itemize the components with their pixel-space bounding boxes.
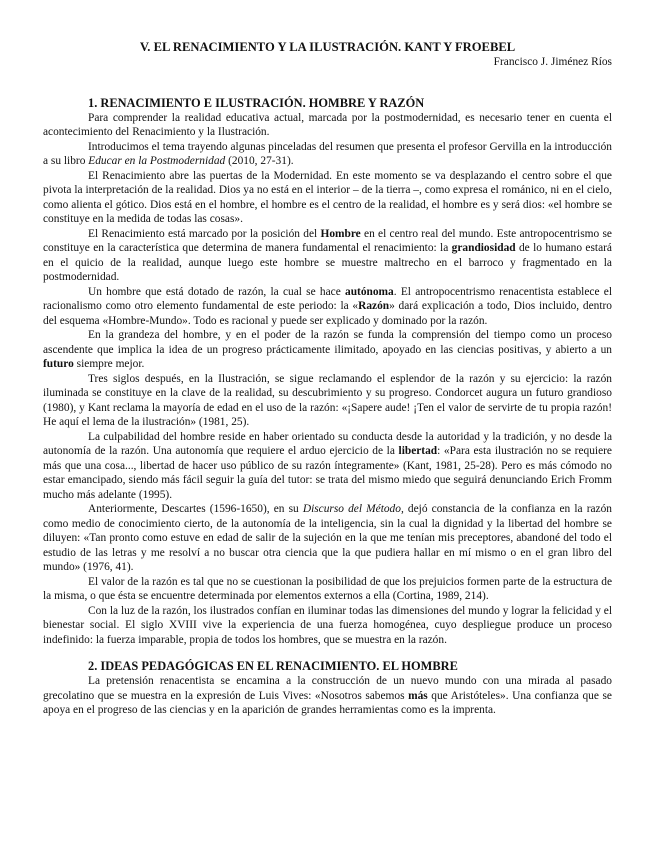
s1-p5-bold-autonoma: autónoma [345, 285, 394, 298]
s1-p5-text-b: . El antropocentrismo renacentista establece el racionalismo como otro elemento fundamental de este periodo: la « [43, 285, 612, 312]
s1-p6-text-b: siempre mejor. [73, 358, 145, 370]
s1-p1-text: Para comprender la realidad educativa actual, marcada por la postmodernidad, es necesario tener en cuenta el acontecimiento del Renacimiento y la Ilustración. [43, 111, 612, 138]
s1-p4-bold-hombre: Hombre [320, 227, 361, 240]
section-2-heading: 2. IDEAS PEDAGÓGICAS EN EL RENACIMIENTO. EL HOMBRE [88, 659, 458, 673]
s1-p8-text-b: : «Para esta ilustración no se requiere más que una cosa..., libertad de hacer uso público de su razón íntegramente» (Kant, 1981, 25-28). Pero es más cómodo no estar emancipado, siendo más fácil seguir la guía del tutor: se trata del mismo miedo que seguirá denunciando Erich Fromm mucho más adelante (1995). [43, 445, 612, 501]
s1-p8-text-a: La culpabilidad del hombre reside en haber orientado su conducta desde la autoridad y la tradición, y no desde la autonomía de la razón. Una autonomía que requiere el arduo ejercicio de la [43, 430, 612, 457]
s1-p4-text-c: de lo humano estará en el quicio de la realidad, aunque luego este hombre se muestre maltrecho en el barroco y fragmentado en la postmodernidad. [43, 242, 612, 283]
s1-p11-text: Con la luz de la razón, los ilustrados confían en iluminar todas las dimensiones del mundo y lograr la felicidad y el bienestar social. El siglo XVIII vive la experiencia de una fuerza homogénea, cuyo despliegue produce un proceso indefinido: la fuerza imparable, propia de todos los hombres, que se muestra en la razón. [43, 604, 612, 646]
s1-p2-book-title: Educar en la Postmodernidad [88, 155, 226, 167]
s1-p4-text-a: El Renacimiento está marcado por la posición del [88, 227, 321, 240]
s1-p9-book-title: Discurso del Método, [302, 503, 404, 515]
s1-p7-text: Tres siglos después, en la Ilustración, se sigue reclamando el esplendor de la razón y su ejercicio: la razón iluminada se constituye en la clave de la realidad, su descubrimiento y su progreso. Condorcet augura un futuro grandioso (1980), y Kant reclama la mayoría de edad en el uso de la razón: «¡Sapere aude! ¡Ten el valor de servirte de tu propia razón! He aquí el lema de la ilustración» (1981, 25). [43, 372, 612, 428]
s2-p1-text-b: que Aristóteles». Una confianza que se apoya en el progreso de las ciencias y en la aparición de grandes herramientas como es la imprenta. [43, 689, 612, 716]
s1-paragraph-7 [43, 372, 612, 430]
s1-p6-text-a: En la grandeza del hombre, y en el poder de la razón se funda la comprensión del tiempo como un proceso ascendente que implica la idea de un progreso prácticamente ilimitado, apoyado en las ciencias positivas, y abierto a un [43, 329, 612, 356]
s1-paragraph-2 [43, 140, 612, 169]
s1-p9-text-a: Anteriormente, Descartes (1596-1650), en su [88, 503, 303, 515]
s2-paragraph-1 [43, 674, 612, 718]
s1-paragraph-8 [43, 430, 612, 503]
s1-p5-text-a: Un hombre que está dotado de razón, la cual se hace [88, 285, 345, 298]
document-author: Francisco J. Jiménez Ríos [493, 56, 612, 68]
s1-p2-text-b: (2010, 27-31). [225, 155, 294, 167]
s1-paragraph-10 [43, 575, 612, 604]
s2-p1-text-a: La pretensión renacentista se encamina a la construcción de un nuevo mundo con una mirada al pasado grecolatino que se muestra en la expresión de Luis Vives: «Nosotros sabemos [43, 675, 612, 702]
s1-p4-bold-grandiosidad: grandiosidad [451, 242, 516, 254]
s1-p2-text-a: Introducimos el tema trayendo algunas pinceladas del resumen que presenta el profesor Gervilla en la introducción a su libro [43, 140, 612, 167]
s1-paragraph-1 [43, 111, 612, 140]
document-title: V. EL RENACIMIENTO Y LA ILUSTRACIÓN. KANT Y FROEBEL [139, 40, 516, 54]
s1-p5-text-c: » dará explicación a todo, Dios incluido, dentro del esquema «Hombre-Mundo». Todo es racional y puede ser explicado y dominado por la razón. [43, 300, 612, 327]
s2-p1-bold-mas: más [408, 689, 428, 702]
s1-p6-bold-futuro: futuro [43, 358, 74, 370]
s1-paragraph-3 [43, 169, 612, 227]
s1-p3-text: El Renacimiento abre las puertas de la Modernidad. En este momento se va desplazando el centro sobre el que pivota la interpretación de la realidad. Dios ya no está en el interior – de la tierra –, como expresa el románico, ni en el cielo, como alienta el gótico. Dios está en el hombre, el hombre es el centro de la realidad, el hombre es y será dios: «el hombre se constituye en la medida de todas las cosas». [43, 169, 612, 225]
section-1-heading: 1. RENACIMIENTO E ILUSTRACIÓN. HOMBRE Y RAZÓN [88, 95, 425, 110]
s1-p9-text-b: dejó constancia de la confianza en la razón como medio de conocimiento cierto, de la autonomía de la inteligencia, sin la cual la dignidad y la libertad del hombre se diluyen: «Tan pronto como estuve en edad de salir de la sujeción en la que me tenían mis preceptores, abandoné del todo el estudio de las letras y me resolví a no buscar otra ciencia que la que pudiera hallar en mí mismo o en el gran libro del mundo» (1976, 41). [43, 503, 612, 573]
s1-p10-text: El valor de la razón es tal que no se cuestionan la posibilidad de que los prejuicios formen parte de la estructura de la misma, o que ésta se encuentre determinada por elementos externos a ella (Cortina, 1989, 214). [43, 575, 612, 602]
s1-paragraph-9 [43, 502, 612, 575]
s1-paragraph-5 [43, 285, 612, 329]
s1-p8-bold-libertad: libertad [398, 445, 438, 457]
s1-p4-text-b: en el centro real del mundo. Este antropocentrismo se constituye en la característica que determina de manera fundamental el renacimiento: la [43, 227, 612, 254]
s1-paragraph-11 [43, 604, 612, 648]
s1-paragraph-4 [43, 227, 612, 285]
s1-p5-bold-razon: Razón [358, 300, 390, 312]
s1-paragraph-6 [43, 328, 612, 372]
